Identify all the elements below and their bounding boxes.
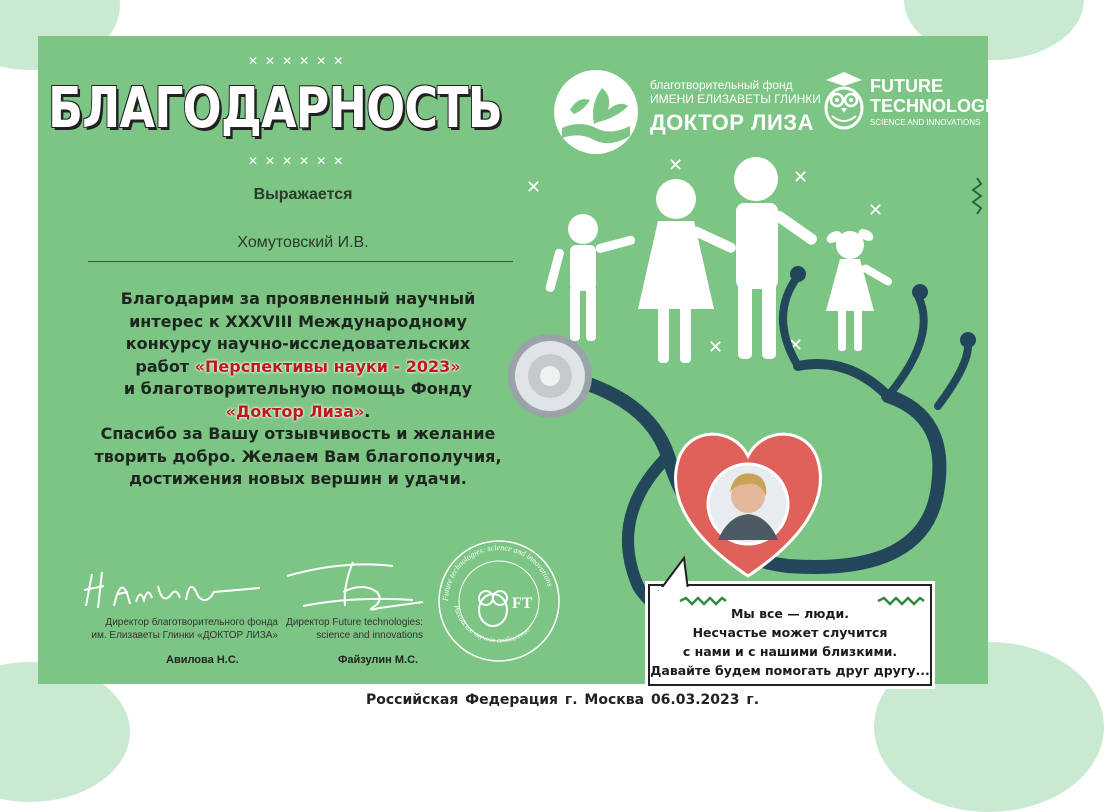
thanks-body [58,288,538,491]
right-caption-line-1: Директор Future technologies: [286,617,423,628]
signature-left-caption [58,616,278,642]
certificate [38,36,1015,684]
left-caption-line-2: им. Елизаветы Глинки «ДОКТОР ЛИЗА» [91,630,278,641]
recipient-underline [88,261,513,262]
fund-line-2: ИМЕНИ ЕЛИЗАВЕТЫ ГЛИНКИ [650,92,821,106]
quote-line-3: с нами и с нашими близкими. [682,644,898,659]
svg-text:✕: ✕ [788,335,804,355]
expressed-label: Выражается [253,186,353,203]
quote-line-4: Давайте будем помогать друг другу... [650,663,930,678]
seal-ring-text-bottom: Российское научное сообщество [452,604,532,645]
svg-text:✕: ✕ [526,177,542,197]
svg-text:✕: ✕ [868,200,884,220]
bubble-tail-icon [650,556,710,590]
signature-left-icon [78,556,268,616]
seal-letters: FT [512,595,533,612]
body-line-3: конкурсу научно-исследовательских [125,334,471,353]
stars-decoration-top: ✕✕✕✕✕✕ [248,54,351,68]
ft-line-1: FUTURE [870,76,943,96]
body-line-2: интерес к XXXVIII Международному [129,311,467,331]
body-line-8: творить добро. Желаем Вам благополучия, [94,446,502,466]
squiggle-right-icon [970,176,984,216]
signature-right-caption [248,616,423,642]
left-caption-line-1: Директор благотворительного фонда [105,617,278,628]
signature-right-icon [283,556,433,621]
body-line-6 [58,401,538,424]
body-line-1: Благодарим за проявленный научный [120,289,476,308]
body-line-4 [58,356,538,379]
footer-place-date: Российская Федерация г. Москва 06.03.2023 г. [366,692,760,708]
contest-name: «Перспективы науки - 2023» [194,356,461,376]
svg-text:✕: ✕ [708,337,724,357]
fund-name-block [650,78,821,136]
quote-text [650,604,930,680]
fund-name-suffix: . [364,401,371,421]
fund-line-1: благотворительный фонд [650,78,793,92]
quote-line-2: Несчастье может случится [692,625,888,640]
seal-ring-text-top: Future technologies: science and innovations [440,542,555,602]
quote-line-1: Мы все — люди. [730,606,849,621]
owl-logo-icon [818,70,870,132]
certificate-title: БЛАГОДАРНОСТЬ [48,76,502,141]
stars-decoration-bottom: ✕✕✕✕✕✕ [248,154,351,168]
body-line-5: и благотворительную помощь Фонду [123,379,473,398]
body-line-4-prefix: работ [135,356,195,376]
future-technologies-name [870,76,1014,127]
recipient-name: Хомутовский И.В. [237,234,369,251]
quote-bubble [648,584,932,686]
fund-name-highlight: «Доктор Лиза» [225,401,365,421]
ft-line-3: SCIENCE AND INNOVATIONS [870,118,981,127]
body-line-7: Спасибо за Вашу отзывчивость и желание [100,424,496,443]
ft-line-2: TECHNOLOGIES [870,96,1015,116]
signature-left-name: Авилова Н.С. [166,654,239,666]
fund-line-3: ДОКТОР ЛИЗА [650,110,814,135]
signature-right-name: Файзулин М.С. [338,654,419,666]
right-caption-line-2: science and innovations [316,630,423,641]
svg-text:✕: ✕ [668,155,684,175]
svg-text:✕: ✕ [793,167,809,187]
body-line-9: достижения новых вершин и удачи. [129,469,467,488]
